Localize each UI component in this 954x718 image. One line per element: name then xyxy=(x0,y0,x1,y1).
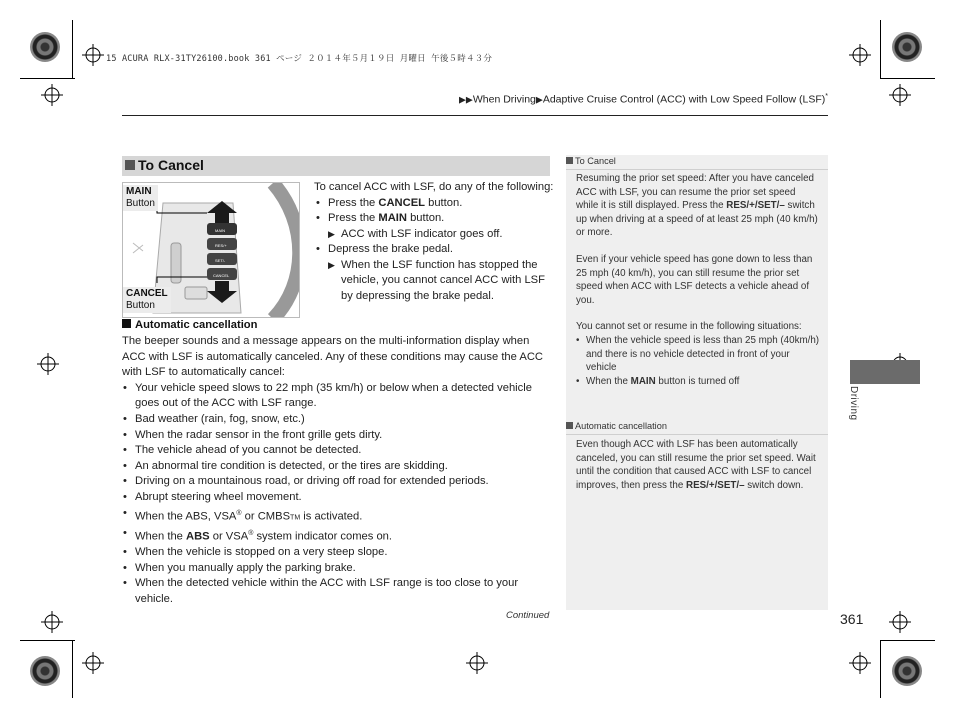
list-item: • Driving on a mountainous road, or driving off road for extended periods. xyxy=(122,474,552,490)
sub-item xyxy=(314,227,554,243)
list-item xyxy=(122,506,552,526)
auto-cancel-heading xyxy=(122,319,257,331)
list-item: • The vehicle ahead of you cannot be detected. xyxy=(122,443,552,459)
text: ACC with LSF indicator goes off. xyxy=(341,227,503,240)
text: Press the xyxy=(328,196,379,209)
divider xyxy=(566,434,828,435)
note-paragraph xyxy=(576,172,820,240)
svg-text:CANCEL: CANCEL xyxy=(213,273,230,278)
page-number: 361 xyxy=(840,611,864,627)
main-button-callout xyxy=(123,185,158,211)
callout-cancel-label: CANCEL xyxy=(126,288,168,299)
callout-main-label: MAIN xyxy=(126,186,152,197)
text: or CMBS xyxy=(241,510,291,523)
square-bullet-icon xyxy=(122,319,131,328)
cancel-instructions xyxy=(314,180,554,304)
note-title-text: Automatic cancellation xyxy=(575,421,667,431)
chapter-tab-label: Driving xyxy=(848,386,859,421)
text: system indicator comes on. xyxy=(253,530,393,543)
square-bullet-icon xyxy=(125,160,135,170)
text: When the LSF function has stopped the vehicle, you cannot cancel ACC with LSF by depressing the brake pedal. xyxy=(341,258,545,302)
note-title-text: To Cancel xyxy=(575,156,616,166)
text: Even though ACC with LSF has been automatically canceled, you can still resume the prior set speed. Wait until the condition that caused ACC with LSF to cancel improves, then press the xyxy=(576,439,816,491)
conditions-list xyxy=(122,381,552,608)
text: Resuming the prior set speed: After you have canceled ACC with LSF, you can resume the prior set speed while it is still displayed. Press the xyxy=(576,173,814,212)
list-item xyxy=(314,196,554,212)
text: switch up when driving at a speed of at least 25 mph (40 km/h) or more. xyxy=(576,200,818,239)
auto-cancel-body xyxy=(122,334,552,608)
svg-text:RES/+: RES/+ xyxy=(215,243,227,248)
breadcrumb xyxy=(459,93,828,106)
list-item xyxy=(576,375,820,389)
note-paragraph xyxy=(576,438,820,492)
note-title xyxy=(566,156,616,166)
list-item: • Your vehicle speed slows to 22 mph (35 km/h) or below when a detected vehicle goes out of the ACC with LSF range. xyxy=(122,381,552,412)
list-item xyxy=(314,211,554,227)
arrow-icon: ▶ xyxy=(535,94,543,105)
res-set-key-label: RES/+/SET/– xyxy=(686,479,745,491)
main-key-label: MAIN xyxy=(630,375,656,387)
svg-text:MAIN: MAIN xyxy=(215,228,225,233)
section-header xyxy=(122,156,550,176)
text: Depress the brake pedal. xyxy=(328,243,454,255)
main-key-label: MAIN xyxy=(378,212,407,224)
text: button is turned off xyxy=(655,375,740,387)
list-item: • Abrupt steering wheel movement. xyxy=(122,490,552,506)
note-paragraph: You cannot set or resume in the following situations: xyxy=(576,321,802,333)
note-icon xyxy=(566,422,573,429)
list-item xyxy=(122,526,552,545)
print-line: 15 ACURA RLX-31TY26100.book 361 ページ ２０１４年５月１９日 月曜日 午後５時４３分 xyxy=(106,54,493,64)
text: button. xyxy=(425,196,463,209)
registered-mark: ® xyxy=(248,529,254,537)
callout-button-label: Button xyxy=(126,198,155,209)
cancel-key-label: CANCEL xyxy=(378,196,425,209)
trademark-mark: TM xyxy=(290,514,301,522)
breadcrumb-marker: * xyxy=(825,93,828,100)
heading-text: Automatic cancellation xyxy=(135,319,258,331)
text: When the xyxy=(135,530,186,543)
cancel-button-callout xyxy=(123,287,171,313)
text: or VSA xyxy=(209,530,249,543)
intro-text: To cancel ACC with LSF, do any of the following: xyxy=(314,181,554,193)
list-item: • When the detected vehicle within the ACC with LSF range is too close to your vehicle. xyxy=(122,576,552,607)
steering-switch-illustration xyxy=(122,182,300,318)
sub-item xyxy=(314,258,554,305)
svg-text:SET/-: SET/- xyxy=(215,258,226,263)
text: When the xyxy=(586,375,631,387)
chapter-tab xyxy=(850,360,920,384)
list-item: • When the radar sensor in the front grille gets dirty. xyxy=(122,428,552,444)
triangle-icon: ▶ xyxy=(328,228,335,239)
text: button. xyxy=(406,212,445,224)
note-body xyxy=(576,438,820,492)
list-item: • Bad weather (rain, fog, snow, etc.) xyxy=(122,412,552,428)
breadcrumb-item[interactable]: When Driving xyxy=(472,93,536,106)
header-rule xyxy=(122,115,828,116)
divider xyxy=(566,169,828,170)
res-set-key-label: RES/+/SET/– xyxy=(726,200,785,212)
breadcrumb-item[interactable]: Adaptive Cruise Control (ACC) with Low Speed Follow (LSF) xyxy=(542,93,826,106)
callout-button-label: Button xyxy=(126,300,155,311)
text: is activated. xyxy=(300,510,363,523)
auto-intro: The beeper sounds and a message appears on the multi-information display when ACC with LSF is automatically canceled. Any of these conditions may cause the ACC with LSF to automatically cancel: xyxy=(122,335,543,379)
text: Press the xyxy=(328,212,379,224)
triangle-icon: ▶ xyxy=(328,259,335,270)
list-item: • When the vehicle is stopped on a very steep slope. xyxy=(122,545,552,561)
abs-label: ABS xyxy=(186,530,210,543)
note-icon xyxy=(566,157,573,164)
double-arrow-icon: ▶▶ xyxy=(459,94,473,105)
note-paragraph: Even if your vehicle speed has gone down to less than 25 mph (40 km/h), you can still resume the prior set speed when ACC with LSF detects a vehicle ahead of you. xyxy=(576,253,813,306)
continued-label: Continued xyxy=(506,610,550,621)
registered-mark: ® xyxy=(236,509,242,517)
list-item: • When the vehicle speed is less than 25 mph (40km/h) and there is no vehicle detected in front of your vehicle xyxy=(576,334,820,375)
text: When the ABS, VSA xyxy=(135,510,237,523)
section-title: To Cancel xyxy=(138,157,204,173)
list-item xyxy=(314,242,554,258)
list-item: • When you manually apply the parking brake. xyxy=(122,561,552,577)
list-item: • An abnormal tire condition is detected, or the tires are skidding. xyxy=(122,459,552,475)
notes-panel xyxy=(566,155,828,610)
text: switch down. xyxy=(744,479,804,491)
note-body xyxy=(576,172,820,388)
note-title xyxy=(566,421,667,431)
note-list xyxy=(576,334,820,388)
